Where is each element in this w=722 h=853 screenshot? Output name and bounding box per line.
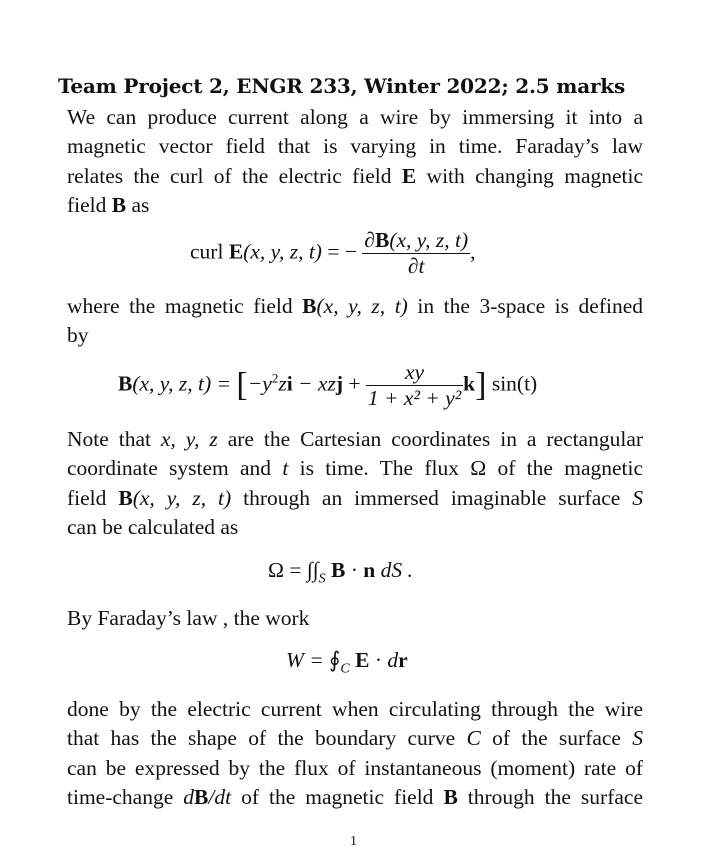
text-line: By Faraday’s law , the work — [67, 606, 310, 630]
paragraph-faraday — [67, 604, 643, 633]
fraction: $\frac{\partial B(x, y, z, t)}{\partial t}$ — [364, 228, 469, 278]
paragraph-conclusion — [67, 695, 643, 813]
text-line: can be calculated as — [67, 515, 239, 540]
text-line: that has the shape of the boundary curve C of the surface S — [67, 726, 644, 751]
text-line: by — [67, 323, 89, 348]
text-line: coordinate system and t is time. The flux Ω of the magnetic — [67, 456, 644, 481]
equation-flux: $\Omega = \int\int_S$ B · n dS . — [268, 558, 413, 587]
text-line: done by the electric current when circulating through the wire — [67, 697, 643, 721]
paragraph-flux — [67, 425, 643, 543]
text-line: where the magnetic field B(x, y, z, t) in the 3-space is defined — [67, 294, 644, 318]
text-line: relates the curl of the electric field E with changing magnetic — [67, 163, 644, 188]
text-line: Note that x, y, z are the Cartesian coordinates in a rectangular — [67, 427, 644, 451]
equation-b-field: B(x, y, z, $t) = [-y^2zi$ − xzj + $\frac{xy}{\text{1 + x² + y²}}$ k] sin(t) — [118, 360, 538, 410]
page-title: Team Project 2, ENGR 233, Winter 2022; 2.5 marks — [58, 74, 626, 98]
page-number: 1 — [350, 834, 357, 849]
paragraph-field-definition — [67, 292, 643, 351]
equation-curl: curl E(x, y, z, t) = − $\frac{\partial B(x, y, z, t)}{\partial t}$ , — [190, 228, 476, 278]
text-line: We can produce current along a wire by immersing it into a — [67, 105, 643, 129]
text-line: magnetic vector field that is varying in time. Faraday’s law — [67, 134, 643, 159]
text-line: field B(x, y, z, t) through an immersed imaginable surface S — [67, 485, 644, 510]
text-line: time-change dB/dt of the magnetic field B through the surface — [67, 785, 643, 810]
paragraph-intro — [67, 103, 643, 221]
fraction: $\frac{xy}{\text{1 + x² + y²}}$ — [367, 360, 462, 410]
text-line: can be expressed by the flux of instantaneous (moment) rate of — [67, 755, 643, 780]
text-line: field B as — [67, 193, 150, 218]
equation-work: $W = ∮_C$ E · dr — [286, 648, 408, 677]
